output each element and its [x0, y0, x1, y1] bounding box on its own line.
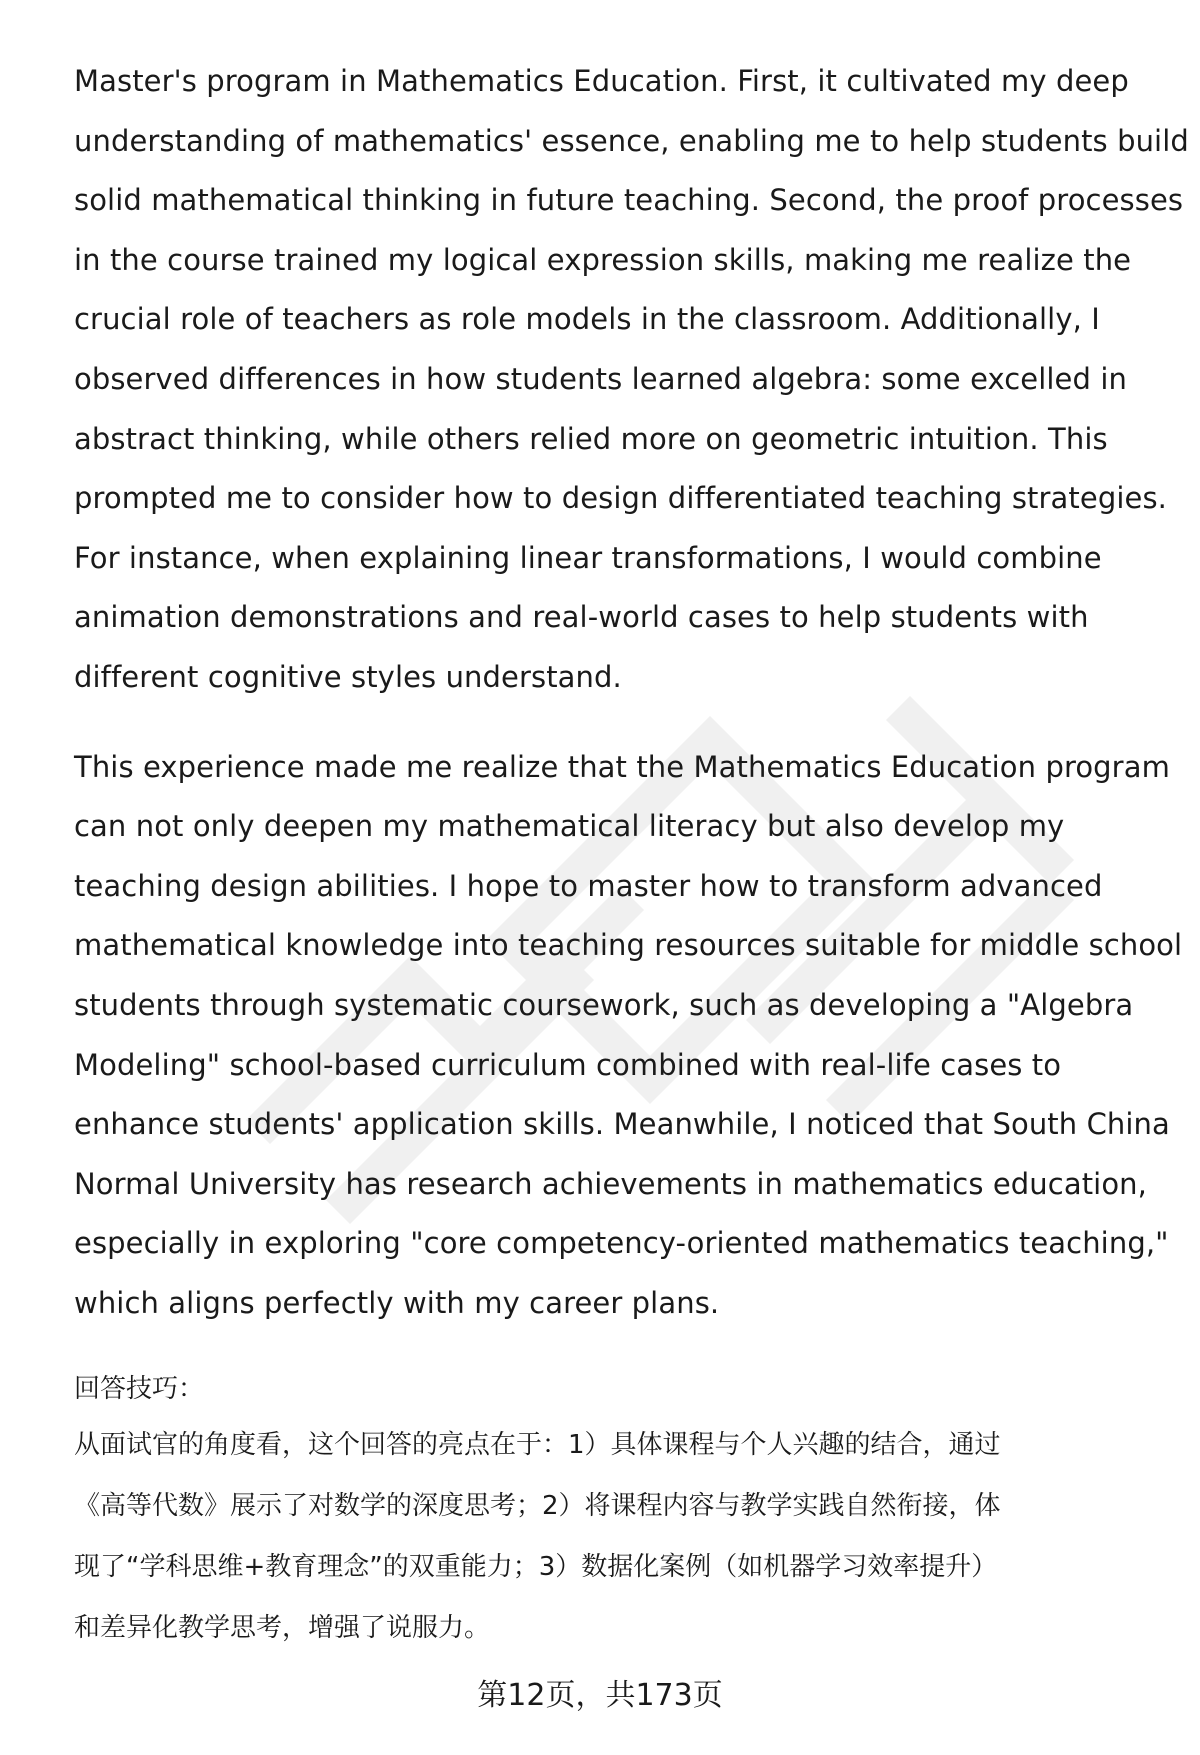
paragraph-line: For instance, when explaining linear transformations, I would combine [74, 540, 1102, 575]
document-content [74, 52, 1189, 1659]
paragraph-1 [74, 52, 1189, 708]
paragraph-line: Master's program in Mathematics Education. First, it cultivated my deep [74, 64, 1129, 98]
paragraph-line: can not only deepen my mathematical literacy but also develop my [74, 809, 1065, 844]
paragraph-line: crucial role of teachers as role models in the classroom. Additionally, I [74, 302, 1100, 337]
paragraph-line: prompted me to consider how to design differentiated teaching strategies. [74, 481, 1167, 516]
paragraph-line: abstract thinking, while others relied more on geometric intuition. This [74, 421, 1108, 456]
paragraph-line: teaching design abilities. I hope to master how to transform advanced [74, 868, 1103, 903]
paragraph-line: Normal University has research achievements in mathematics education, [74, 1166, 1147, 1201]
paragraph-line: in the course trained my logical expression skills, making me realize the [74, 242, 1132, 277]
paragraph-line: students through systematic coursework, such as developing a "Algebra [74, 987, 1134, 1022]
tips-body [74, 1415, 1154, 1659]
paragraph-line: which aligns perfectly with my career plans. [74, 1285, 720, 1320]
tips-line: 和差异化教学思考，增强了说服力。 [74, 1613, 491, 1644]
paragraph-line: mathematical knowledge into teaching resources suitable for middle school [74, 928, 1183, 963]
paragraph-line: enhance students' application skills. Meanwhile, I noticed that South China [74, 1107, 1170, 1142]
paragraph-line: Modeling" school-based curriculum combined with real-life cases to [74, 1047, 1062, 1082]
paragraph-2 [74, 738, 1183, 1334]
paragraph-line: especially in exploring "core competency-oriented mathematics teaching," [74, 1226, 1169, 1261]
tips-line: 从面试官的角度看，这个回答的亮点在于：1）具体课程与个人兴趣的结合，通过 [74, 1430, 1001, 1461]
tips-line: 现了“学科思维+教育理念”的双重能力；3）数据化案例（如机器学习效率提升） [74, 1552, 998, 1583]
paragraph-line: solid mathematical thinking in future teaching. Second, the proof processes [74, 183, 1184, 218]
paragraph-line: animation demonstrations and real-world cases to help students with [74, 600, 1089, 635]
page-number: 第12页，共173页 [477, 1678, 723, 1713]
paragraph-line: understanding of mathematics' essence, enabling me to help students build [74, 123, 1189, 158]
tips-heading: 回答技巧： [74, 1374, 205, 1405]
paragraph-line: This experience made me realize that the Mathematics Education program [74, 749, 1170, 784]
tips-line: 《高等代数》展示了对数学的深度思考；2）将课程内容与教学实践自然衔接，体 [74, 1491, 1001, 1522]
paragraph-line: observed differences in how students learned algebra: some excelled in [74, 361, 1127, 396]
paragraph-line: different cognitive styles understand. [74, 659, 622, 694]
